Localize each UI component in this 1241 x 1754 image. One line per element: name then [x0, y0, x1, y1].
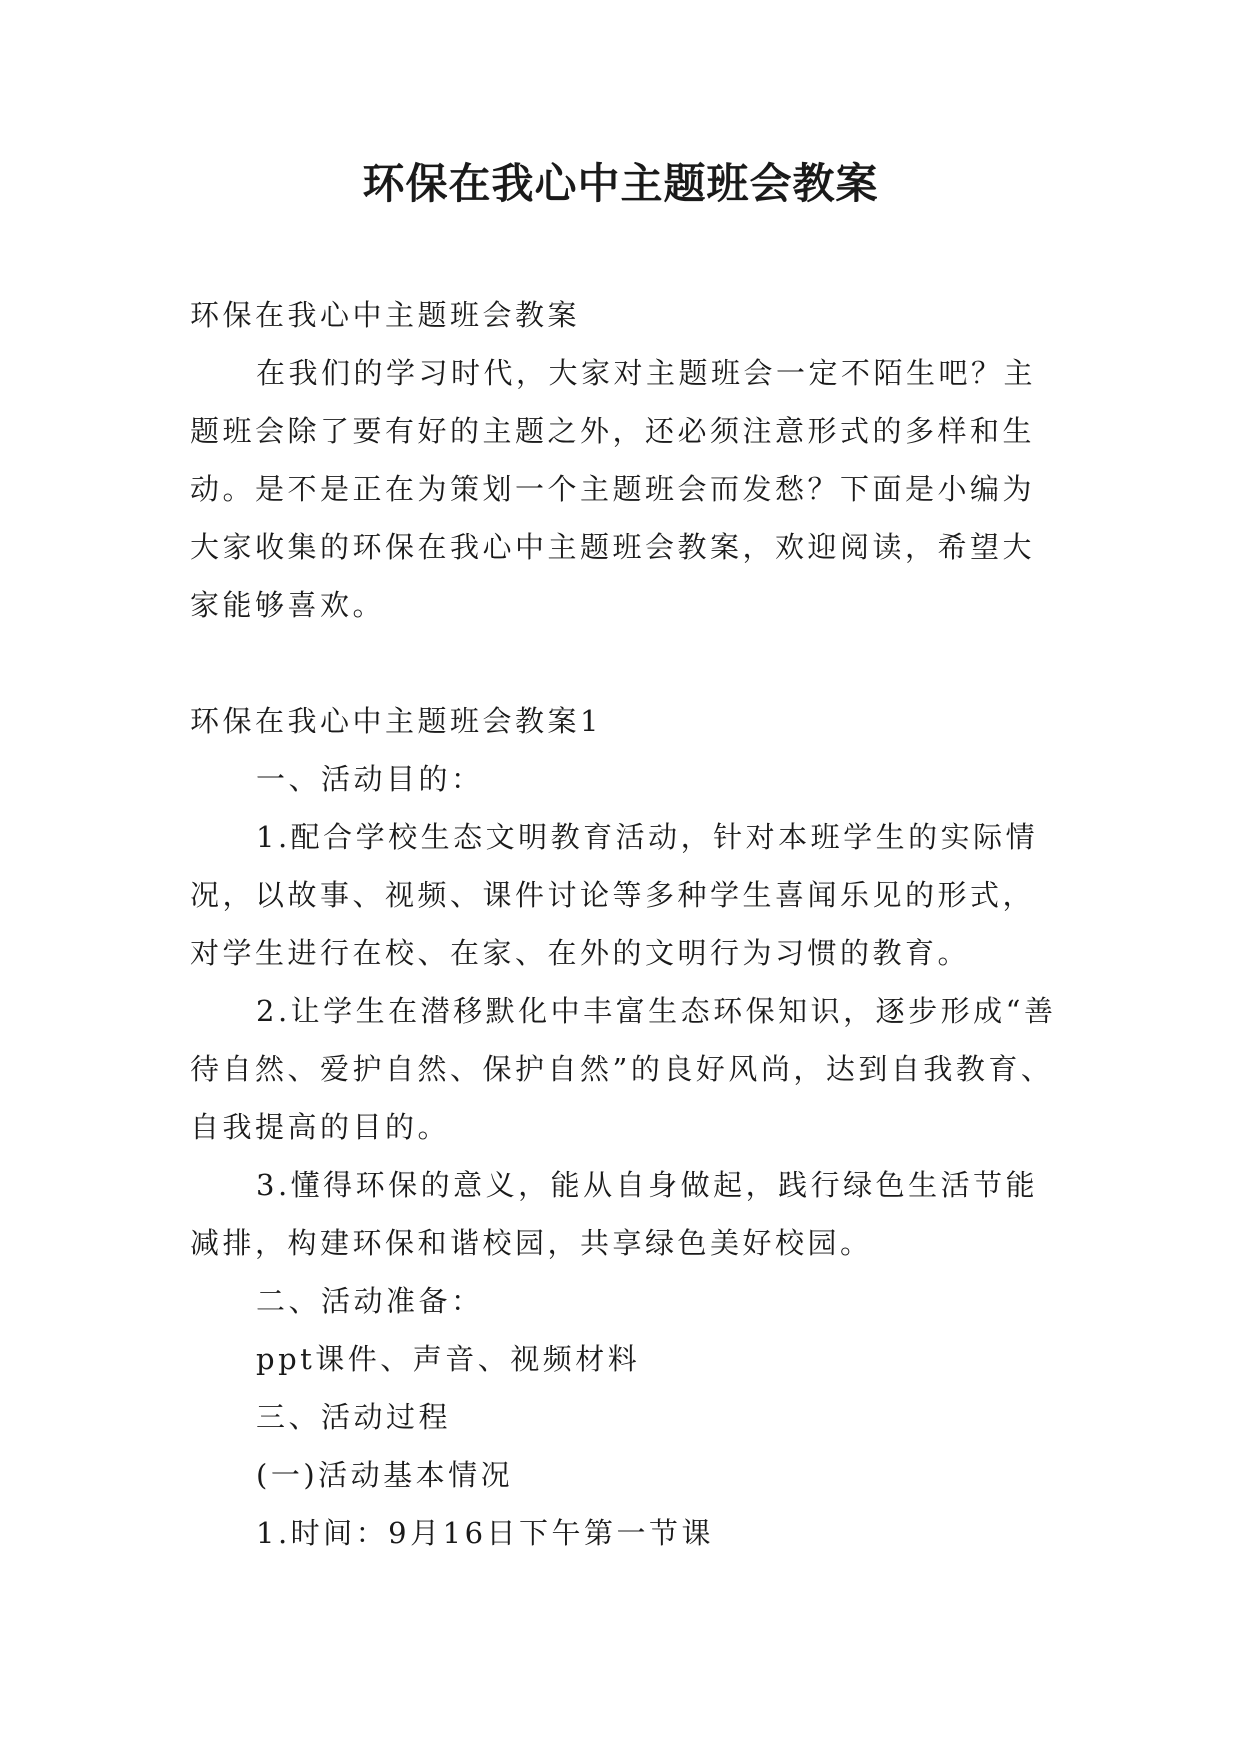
subheading-basic-info: (一)活动基本情况	[256, 1458, 514, 1492]
intro-paragraph: 在我们的学习时代，大家对主题班会一定不陌生吧？主题班会除了要有好的主题之外，还必须注意形式的多样和生动。是不是正在为策划一个主题班会而发愁？下面是小编为大家收集的环保在我心中主题班会教案，欢迎阅读，希望大家能够喜欢。	[190, 356, 1037, 622]
section-spacer	[190, 634, 1060, 692]
document-body	[190, 286, 1060, 1562]
section-heading: 环保在我心中主题班会教案1	[190, 704, 602, 738]
heading-activity-process: 三、活动过程	[256, 1400, 452, 1434]
preparation-materials: ppt课件、声音、视频材料	[256, 1342, 641, 1376]
document-subtitle: 环保在我心中主题班会教案	[190, 298, 581, 332]
goal-paragraph-3: 3.懂得环保的意义，能从自身做起，践行绿色生活节能减排，构建环保和谐校园，共享绿色美好校园。	[190, 1168, 1039, 1260]
info-time: 1.时间：9月16日下午第一节课	[256, 1516, 715, 1550]
goal-paragraph-1: 1.配合学校生态文明教育活动，针对本班学生的实际情况，以故事、视频、课件讨论等多种学生喜闻乐见的形式，对学生进行在校、在家、在外的文明行为习惯的教育。	[190, 820, 1039, 970]
heading-activity-goals: 一、活动目的：	[256, 762, 484, 796]
document-title: 环保在我心中主题班会教案	[362, 159, 879, 208]
goal-paragraph-2: 2.让学生在潜移默化中丰富生态环保知识，逐步形成“善待自然、爱护自然、保护自然”的良好风尚，达到自我教育、自我提高的目的。	[190, 994, 1057, 1144]
heading-activity-preparation: 二、活动准备：	[256, 1284, 484, 1318]
